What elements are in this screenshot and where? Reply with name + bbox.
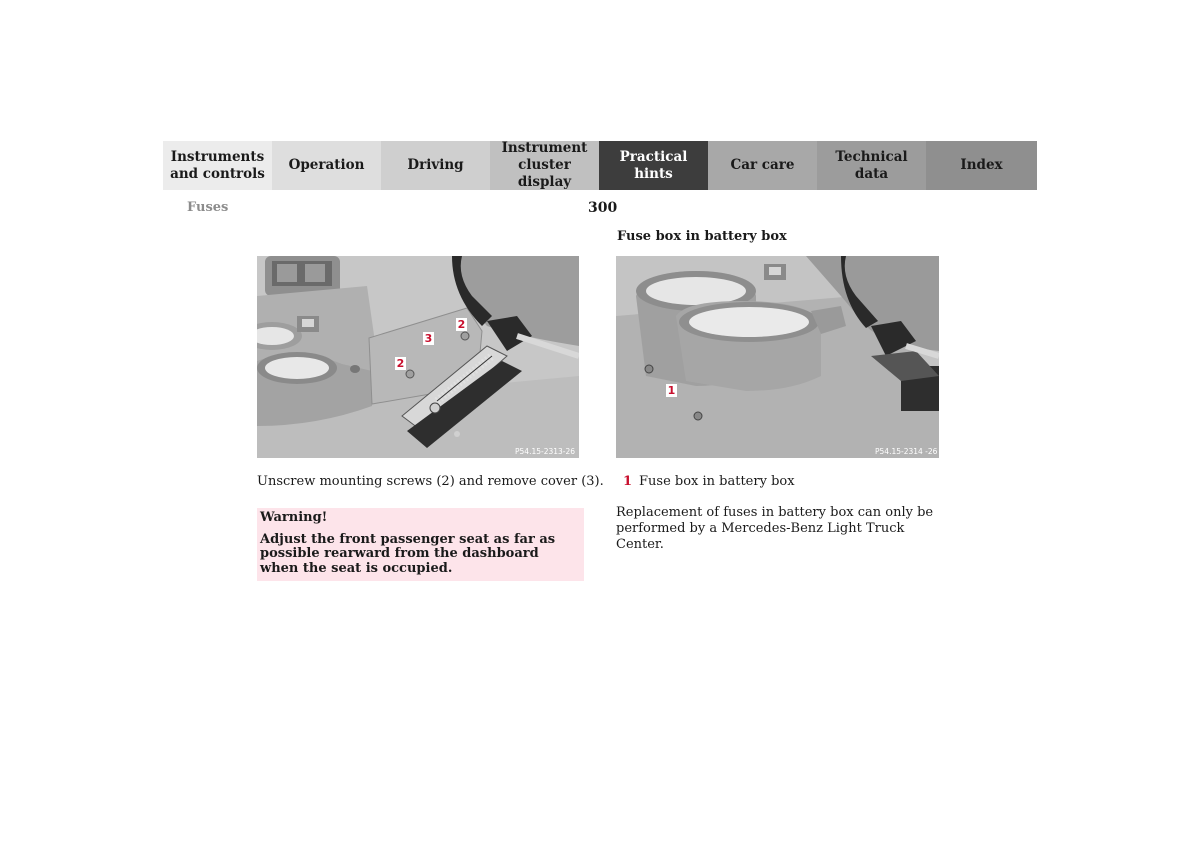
tab-instruments-and-controls[interactable]: Instruments and controls (163, 141, 272, 190)
tab-driving[interactable]: Driving (381, 141, 490, 190)
legend-text: Fuse box in battery box (639, 474, 795, 489)
warning-body: Adjust the front passenger seat as far as possible rearward from the dashboard when the seat is occupied. (260, 531, 556, 576)
chapter-nav (163, 141, 1037, 190)
figure-code: P54.15-2313-26 (515, 447, 576, 456)
battery-box-illustration (616, 256, 939, 458)
tab-index[interactable]: Index (926, 141, 1037, 190)
tab-practical-hints[interactable]: Practical hints (599, 141, 708, 190)
tab-operation[interactable]: Operation (272, 141, 381, 190)
battery-box-drawing (616, 256, 939, 458)
figure-code-right: P54.15-2314 -26 (875, 447, 938, 456)
callout-1: 1 (667, 384, 676, 397)
tab-instrument-cluster-display[interactable]: Instrument cluster display (490, 141, 599, 190)
callout-3: 3 (424, 332, 433, 345)
callout-2-upper: 2 (457, 318, 466, 331)
legend-number: 1 (623, 474, 633, 489)
instruction-text: Unscrew mounting screws (2) and remove cover (3). (257, 474, 604, 489)
cover-removal-illustration (257, 256, 579, 458)
fuse-box-heading: Fuse box in battery box (617, 229, 787, 244)
cover-removal-drawing (257, 256, 579, 458)
page-number: 300 (588, 200, 618, 216)
tab-car-care[interactable]: Car care (708, 141, 817, 190)
section-title: Fuses (187, 200, 229, 215)
figure-legend (623, 474, 795, 490)
callout-2-lower: 2 (396, 357, 405, 370)
tab-technical-data[interactable]: Technical data (817, 141, 926, 190)
warning-box (257, 508, 584, 581)
replacement-note: Replacement of fuses in battery box can only be performed by a Mercedes-Benz Light Truck Center. (616, 505, 934, 552)
warning-title: Warning! (260, 510, 328, 525)
